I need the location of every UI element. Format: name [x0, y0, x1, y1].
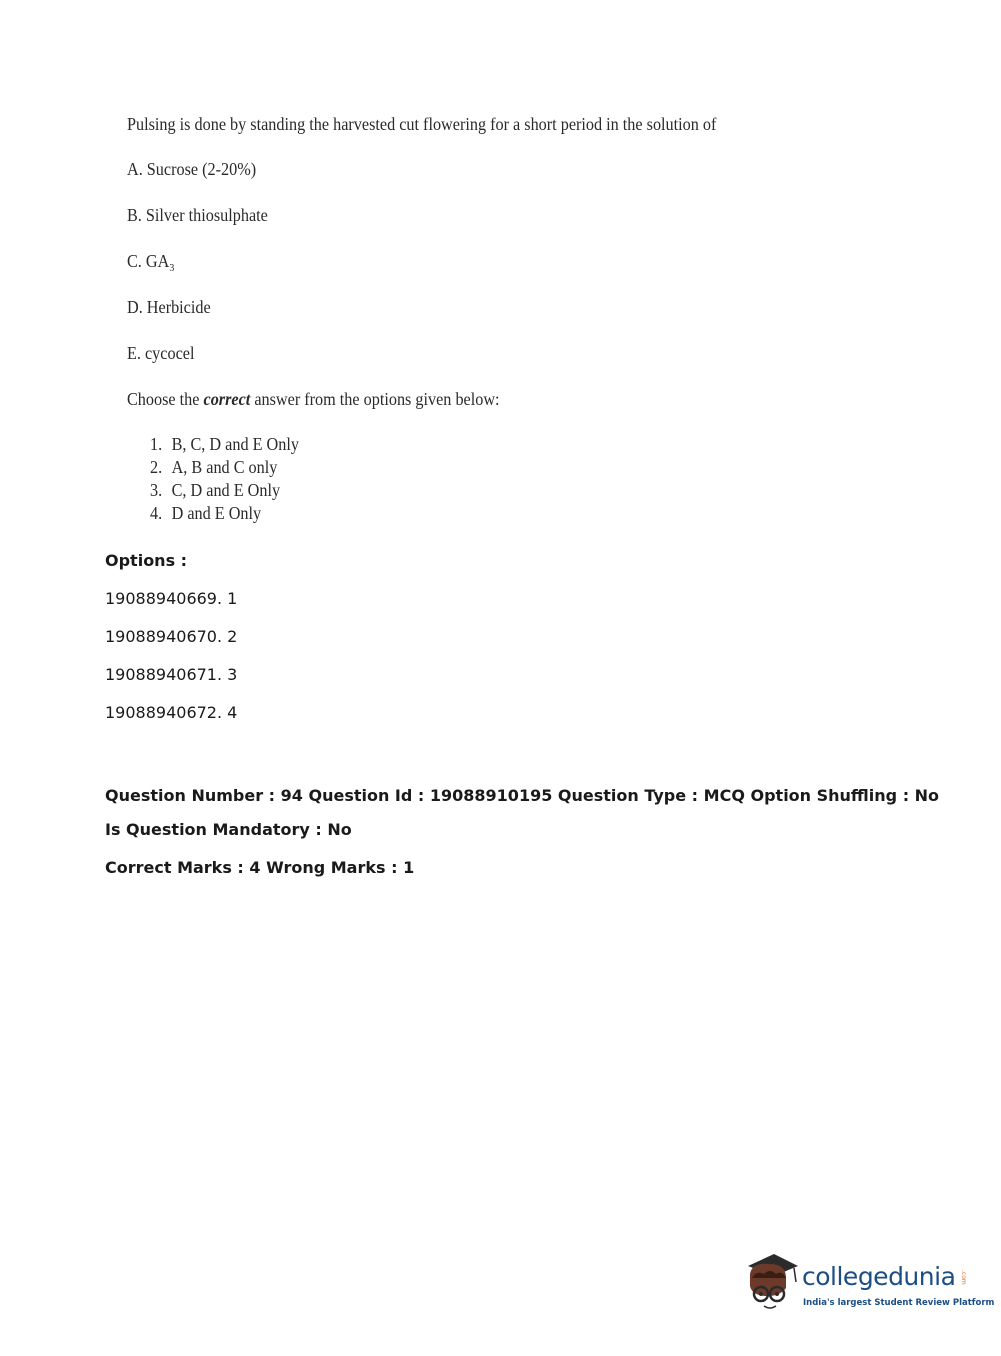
choice-text: C, D and E Only: [171, 480, 281, 500]
question-marks-line: Correct Marks : 4 Wrong Marks : 1: [105, 858, 415, 877]
answer-choice: [150, 456, 299, 479]
choose-emphasis: correct: [203, 389, 251, 409]
statement-c-text: C. GA: [127, 251, 170, 271]
choose-suffix: answer from the options given below:: [250, 389, 500, 409]
statement-c: [127, 251, 174, 272]
answer-choices-list: [150, 433, 316, 525]
choice-number: 4.: [150, 503, 163, 523]
statement-c-subscript: 3: [169, 262, 175, 274]
option-item: 19088940670. 2: [105, 627, 238, 646]
question-mandatory-line: Is Question Mandatory : No: [105, 820, 352, 839]
question-stem: Pulsing is done by standing the harvested cut flowering for a short period in the solution of: [127, 114, 717, 134]
brand-name: collegedunia: [802, 1262, 956, 1291]
question-meta-line: Question Number : 94 Question Id : 19088910195 Question Type : MCQ Option Shuffling : No: [105, 786, 940, 805]
question-scan-image: [0, 0, 1001, 540]
option-item: 19088940669. 1: [105, 589, 238, 608]
mascot-icon: [740, 1248, 800, 1314]
option-item: 19088940672. 4: [105, 703, 238, 722]
statement-d: D. Herbicide: [127, 297, 211, 317]
answer-choice: [150, 502, 299, 525]
brand-tagline: India's largest Student Review Platform: [803, 1298, 995, 1308]
choice-number: 3.: [150, 480, 163, 500]
choice-text: D and E Only: [171, 503, 262, 523]
answer-choice: [150, 479, 299, 502]
brand-domain: .com: [960, 1270, 967, 1285]
collegedunia-logo: [740, 1248, 995, 1318]
statement-e: E. cycocel: [127, 343, 195, 363]
choice-text: B, C, D and E Only: [171, 434, 299, 454]
options-heading: Options :: [105, 551, 188, 570]
choice-number: 2.: [150, 457, 163, 477]
choice-text: A, B and C only: [171, 457, 278, 477]
choose-prefix: Choose the: [127, 389, 204, 409]
statement-a: A. Sucrose (2-20%): [127, 159, 257, 179]
choose-instruction: [127, 389, 500, 410]
answer-choice: [150, 433, 299, 456]
option-item: 19088940671. 3: [105, 665, 238, 684]
statement-b: B. Silver thiosulphate: [127, 205, 268, 225]
choice-number: 1.: [150, 434, 163, 454]
